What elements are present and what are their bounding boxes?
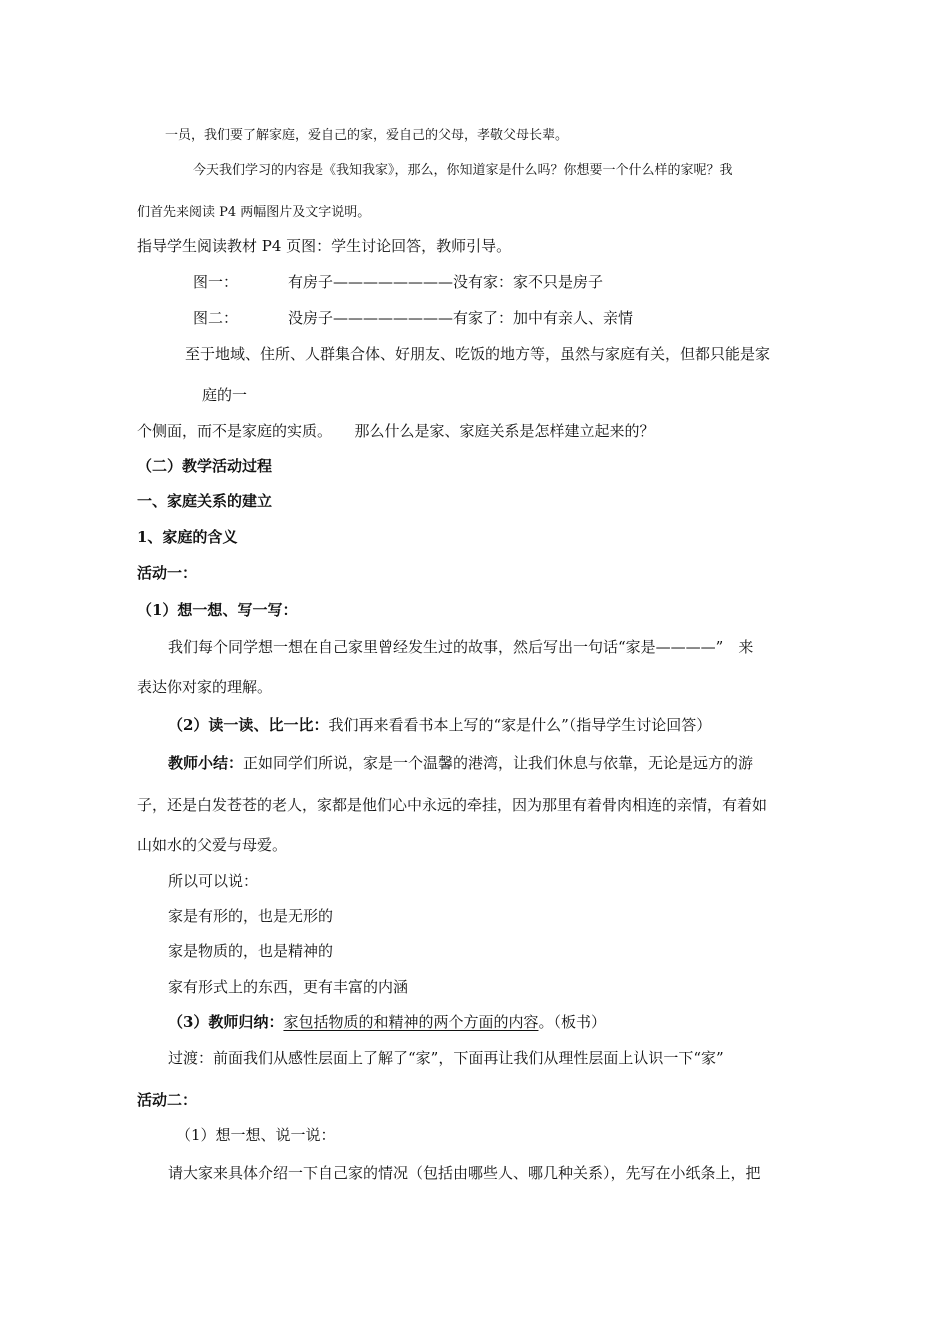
- step-3-text: 家包括物质的和精神的两个方面的内容: [283, 1013, 539, 1031]
- heading-teaching-process: （二）教学活动过程: [137, 457, 273, 475]
- step-3-label: （3）教师归纳：: [168, 1013, 284, 1031]
- heading-subsection-1: 1、家庭的含义: [137, 528, 238, 546]
- transition-line: 过渡：前面我们从感性层面上了解了“家”，下面再让我们从理性层面上认识一下“家”: [168, 1049, 724, 1067]
- figure-2-text: 没房子————————有家了：加中有亲人、亲情: [288, 309, 634, 327]
- activity-2-paragraph: 请大家来具体介绍一下自己家的情况（包括由哪些人、哪几种关系），先写在小纸条上，把: [168, 1164, 761, 1182]
- intro-line-2: 今天我们学习的内容是《我知我家》，那么，你知道家是什么吗？你想要一个什么样的家呢？我: [193, 163, 733, 178]
- guide-paragraph-line-1: 至于地域、住所、人群集合体、好朋友、吃饭的地方等，虽然与家庭有关，但都只能是家: [185, 345, 771, 363]
- heading-activity-1: 活动一：: [137, 564, 198, 582]
- step-3-tail: 。（板书）: [538, 1013, 606, 1031]
- so-we-can-say: 所以可以说：: [168, 872, 259, 890]
- heading-activity-2: 活动二：: [137, 1091, 198, 1109]
- teacher-summary-text: 正如同学们所说，家是一个温馨的港湾，让我们休息与依靠，无论是远方的游: [243, 754, 754, 772]
- home-statement-1: 家是有形的，也是无形的: [168, 907, 334, 925]
- activity-2-step-1: （1）想一想、说一说：: [176, 1126, 336, 1144]
- activity-1-step-2: [168, 715, 711, 735]
- step-2-text: 我们再来看看书本上写的“家是什么”（指导学生讨论回答）: [328, 716, 712, 734]
- figure-1-label: 图一：: [193, 273, 239, 291]
- home-statement-2: 家是物质的，也是精神的: [168, 942, 334, 960]
- guide-paragraph-line-2: 庭的一: [202, 386, 248, 404]
- home-statement-3: 家有形式上的东西，更有丰富的内涵: [168, 978, 409, 996]
- activity-1-paragraph-line-2: 表达你对家的理解。: [137, 678, 273, 696]
- teacher-summary-label: 教师小结：: [168, 754, 244, 772]
- guide-paragraph-line-3: 个侧面，而不是家庭的实质。 那么什么是家、家庭关系是怎样建立起来的？: [137, 422, 655, 440]
- heading-section-1: 一、家庭关系的建立: [137, 492, 273, 510]
- teacher-summary-line-3: 山如水的父爱与母爱。: [137, 836, 288, 854]
- step-2-label: （2）读一读、比一比：: [168, 716, 329, 734]
- teacher-summary-line-1: [168, 753, 753, 773]
- activity-1-step-1: （1）想一想、写一写：: [137, 601, 298, 619]
- intro-line-3: 们首先来阅读 P4 两幅图片及文字说明。: [137, 205, 371, 220]
- guide-line: 指导学生阅读教材 P4 页图：学生讨论回答，教师引导。: [137, 237, 512, 255]
- intro-line-1: 一员，我们要了解家庭，爱自己的家，爱自己的父母，孝敬父母长辈。: [165, 128, 569, 143]
- teacher-summary-line-2: 子，还是白发苍苍的老人，家都是他们心中永远的牵挂，因为那里有着骨肉相连的亲情，有着如: [137, 796, 768, 814]
- figure-1-text: 有房子————————没有家：家不只是房子: [288, 273, 604, 291]
- activity-1-step-3: [168, 1012, 606, 1032]
- figure-2-label: 图二：: [193, 309, 239, 327]
- activity-1-paragraph-line-1: 我们每个同学想一想在自己家里曾经发生过的故事，然后写出一句话“家是————” 来: [168, 638, 754, 656]
